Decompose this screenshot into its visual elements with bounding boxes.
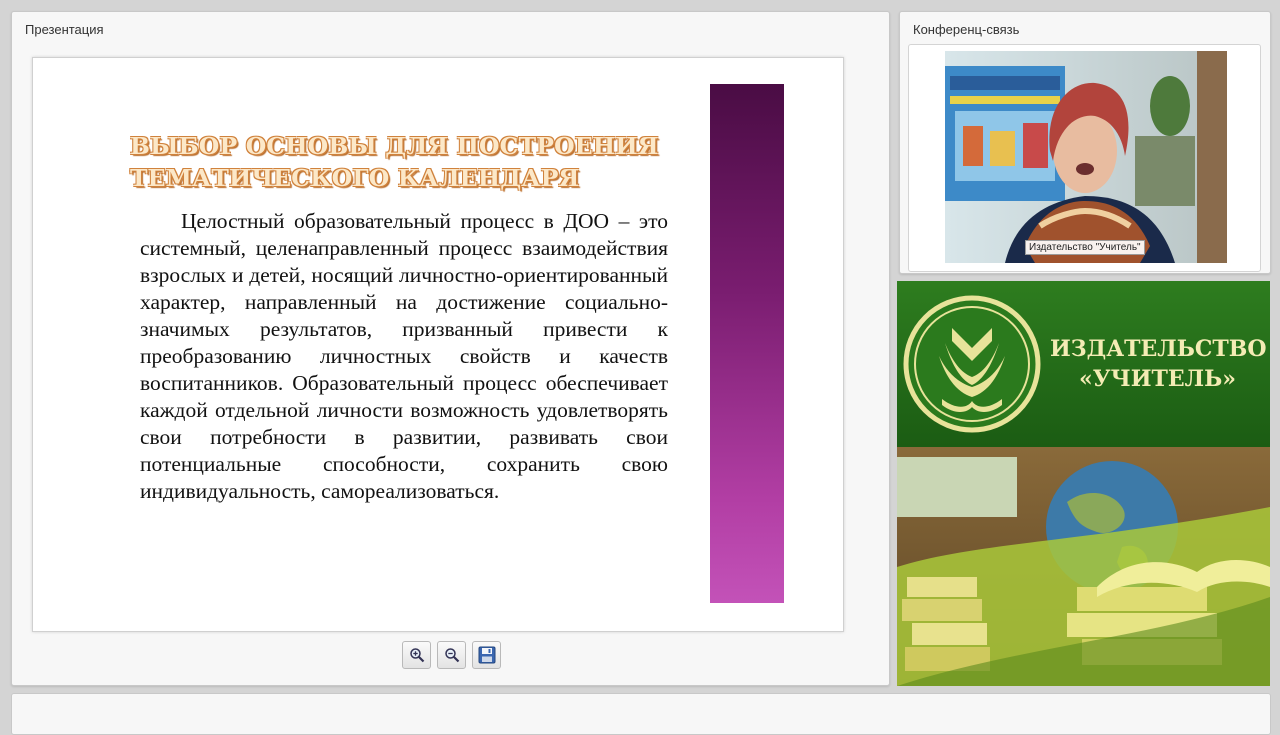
slide-title: ВЫБОР ОСНОВЫ ДЛЯ ПОСТРОЕНИЯ ТЕМАТИЧЕСКОГО КАЛЕНДАРЯ — [130, 132, 659, 192]
zoom-in-icon — [409, 647, 425, 663]
floppy-disk-icon — [478, 646, 496, 664]
zoom-out-button[interactable] — [437, 641, 466, 669]
slide-toolbar — [402, 641, 501, 669]
bottom-panel — [11, 693, 1271, 735]
publisher-name — [1050, 334, 1265, 394]
slide-decorative-bar — [710, 84, 784, 603]
save-button[interactable] — [472, 641, 501, 669]
participant-video[interactable] — [945, 51, 1227, 263]
conference-panel-title: Конференц-связь — [913, 22, 1020, 37]
publisher-logo-icon — [897, 281, 1047, 447]
slide-body-text: Целостный образовательный процесс в ДОО – это системный, целенаправленный процесс взаимодействия взрослых и детей, носящий личностно-ориентированный характер, направленный на достижение социально-значимых результатов, призванный привести к преобразованию личностных свойств и качеств воспитанников. Образовательный процесс обеспечивает каждой отдельной личности возможность удовлетворять свои потребности в развитии, развивать свои потенциальные способности, сохранить свою индивидуальность, самореализоваться. — [140, 209, 668, 503]
slide — [32, 57, 844, 632]
participant-name-label: Издательство "Учитель" — [1025, 240, 1145, 255]
publisher-name-line2: «УЧИТЕЛЬ» — [1079, 366, 1236, 392]
zoom-in-button[interactable] — [402, 641, 431, 669]
books-and-globe-image — [897, 447, 1270, 686]
zoom-out-icon — [444, 647, 460, 663]
presentation-panel-title: Презентация — [25, 22, 104, 37]
presentation-panel — [11, 11, 890, 686]
conference-panel — [899, 11, 1271, 274]
video-frame-image — [945, 51, 1227, 263]
video-container — [908, 44, 1261, 272]
banner-header — [897, 281, 1270, 447]
publisher-banner — [897, 281, 1270, 686]
publisher-name-line1: ИЗДАТЕЛЬСТВО — [1050, 336, 1267, 362]
